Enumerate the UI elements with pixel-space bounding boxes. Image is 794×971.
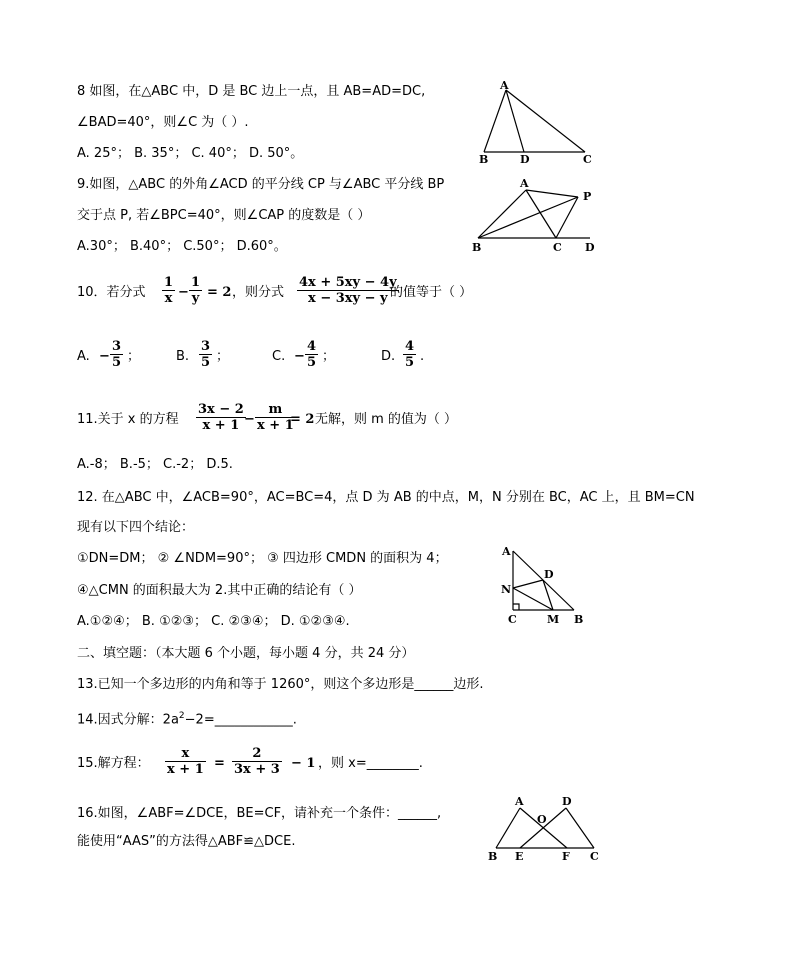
q12-line3: ①DN=DM； ② ∠NDM=90°； ③ 四边形 CMDN 的面积为 4；: [77, 551, 448, 566]
fraction-denominator: x + 1: [196, 417, 246, 433]
q11-options: A.-8； B.-5； C.-2； D.5.: [77, 457, 233, 472]
q12-options: A.①②④； B. ①②③； C. ②③④； D. ①②③④.: [77, 614, 350, 629]
q11-minus: −: [244, 412, 255, 427]
q16-label-o: O: [537, 813, 547, 826]
q10-suffix: 的值等于（ ）: [390, 285, 473, 300]
fraction-numerator: 1: [164, 275, 174, 290]
q10-option-d: D.: [381, 349, 396, 364]
q12-line4: ④△CMN 的面积最大为 2.其中正确的结论有（ ）: [77, 583, 362, 598]
fraction-numerator: 3: [201, 339, 211, 354]
fraction-denominator: 5: [405, 355, 415, 370]
q10-fraction-3: [297, 275, 399, 306]
q16-figure: [484, 793, 602, 865]
q9-label-d: D: [585, 241, 595, 254]
q14-text: [77, 707, 297, 729]
q12-label-d: D: [544, 568, 554, 581]
q11-prefix: 11.关于 x 的方程: [77, 412, 179, 427]
fraction-numerator: 3x − 2: [198, 402, 244, 417]
q12-label-n: N: [501, 583, 512, 596]
fraction-denominator: 5: [112, 355, 122, 370]
q10-prefix: 10．若分式: [77, 285, 146, 300]
fraction-numerator: 2: [252, 746, 262, 761]
q10-option-d-end: .: [420, 349, 425, 364]
q11-suffix: 无解，则 m 的值为（ ）: [315, 412, 458, 427]
q9-figure: [468, 175, 600, 257]
q9-line2: 交于点 P, 若∠BPC=40°，则∠CAP 的度数是（ ）: [77, 208, 371, 223]
q14-prefix: 14.因式分解：2a: [77, 712, 179, 728]
fraction-denominator: x + 1: [257, 418, 294, 433]
fraction-numerator: 3: [112, 339, 122, 354]
q10-option-a-end: ；: [127, 349, 141, 364]
q14-suffix: −2=____________.: [184, 712, 297, 728]
fraction-numerator: 4x + 5xy − 4y: [299, 275, 397, 290]
q11-fraction-1: [196, 402, 246, 433]
q15-fraction-2: [232, 746, 282, 777]
q8-label-b: B: [479, 153, 489, 166]
q12-figure: [497, 543, 587, 629]
fraction-numerator: x: [181, 746, 190, 761]
q16-label-e: E: [515, 850, 524, 863]
q10-minus: −: [178, 285, 189, 300]
q8-label-d: D: [520, 153, 530, 166]
q16-label-d: D: [562, 795, 572, 808]
q10-mid: ，则分式: [232, 285, 285, 300]
q10-option-c-fraction: [305, 339, 318, 370]
fraction-denominator: x: [162, 290, 175, 306]
q8-line1: 8 如图，在△ABC 中，D 是 BC 边上一点，且 AB=AD=DC,: [77, 84, 426, 99]
q9-label-c: C: [553, 241, 562, 254]
q10-equals: = 2: [207, 285, 232, 300]
q15-equals: =: [214, 756, 225, 771]
q8-label-a: A: [500, 80, 509, 92]
q12-label-c: C: [508, 613, 517, 626]
q8-label-c: C: [583, 153, 592, 166]
q12-label-a: A: [502, 545, 511, 558]
q10-option-c-sign: −: [294, 349, 305, 364]
q8-figure: [472, 80, 602, 166]
fraction-denominator: 5: [307, 355, 317, 370]
q9-label-a: A: [520, 177, 529, 190]
q16-label-c: C: [590, 850, 599, 863]
q14-superscript: 2: [178, 711, 185, 721]
q10-option-a-fraction: [110, 339, 123, 370]
q10-option-d-fraction: [403, 339, 416, 370]
q10-option-a-sign: −: [99, 349, 110, 364]
fraction-denominator: x − 3xy − y: [297, 290, 399, 306]
q9-label-b: B: [472, 241, 482, 254]
q10-option-c-end: ；: [322, 349, 336, 364]
q12-line2: 现有以下四个结论：: [77, 520, 195, 535]
q15-tail: − 1: [291, 756, 316, 771]
q12-label-m: M: [547, 613, 560, 626]
q8-line2: ∠BAD=40°，则∠C 为（ ）.: [77, 115, 249, 130]
fraction-denominator: 3x + 3: [234, 762, 280, 777]
q13-text: 13.已知一个多边形的内角和等于 1260°，则这个多边形是______边形.: [77, 677, 484, 692]
q9-line1: 9.如图，△ABC 的外角∠ACD 的平分线 CP 与∠ABC 平分线 BP: [77, 177, 445, 192]
q16-label-b: B: [488, 850, 498, 863]
q16-line1: 16.如图，∠ABF=∠DCE，BE=CF，请补充一个条件：______,: [77, 806, 442, 821]
fraction-numerator: 4: [307, 339, 317, 354]
section-2-heading: 二、填空题：（本大题 6 个小题，每小题 4 分，共 24 分）: [77, 646, 415, 661]
fraction-denominator: y: [189, 290, 202, 306]
q15-suffix: ，则 x=________.: [318, 756, 423, 771]
q15-prefix: 15.解方程：: [77, 756, 150, 771]
q8-options: A. 25°； B. 35°； C. 40°； D. 50°。: [77, 146, 304, 161]
q9-label-p: P: [583, 190, 592, 203]
fraction-numerator: 1: [191, 275, 201, 290]
q16-label-f: F: [562, 850, 570, 863]
q10-option-b-fraction: [199, 339, 212, 370]
q10-option-b: B.: [176, 349, 190, 364]
q10-option-b-end: ；: [216, 349, 230, 364]
fraction-numerator: m: [268, 402, 283, 417]
q10-option-a: A.: [77, 349, 90, 364]
q12-label-b: B: [574, 613, 584, 626]
fraction-numerator: 4: [405, 339, 415, 354]
q10-fraction-2: [189, 275, 202, 306]
q10-fraction-1: [162, 275, 175, 306]
q10-option-c: C.: [272, 349, 286, 364]
q9-options: A.30°； B.40°； C.50°； D.60°。: [77, 239, 287, 254]
fraction-denominator: 5: [201, 355, 211, 370]
q15-fraction-1: [165, 746, 206, 777]
q11-equals: = 2: [290, 412, 315, 427]
q12-line1: 12. 在△ABC 中，∠ACB=90°，AC=BC=4，点 D 为 AB 的中点，M，N 分别在 BC，AC 上，且 BM=CN: [77, 490, 695, 505]
q16-label-a: A: [515, 795, 524, 808]
fraction-denominator: x + 1: [167, 762, 204, 777]
q16-line2: 能使用“AAS”的方法得△ABF≌△DCE.: [77, 834, 296, 849]
